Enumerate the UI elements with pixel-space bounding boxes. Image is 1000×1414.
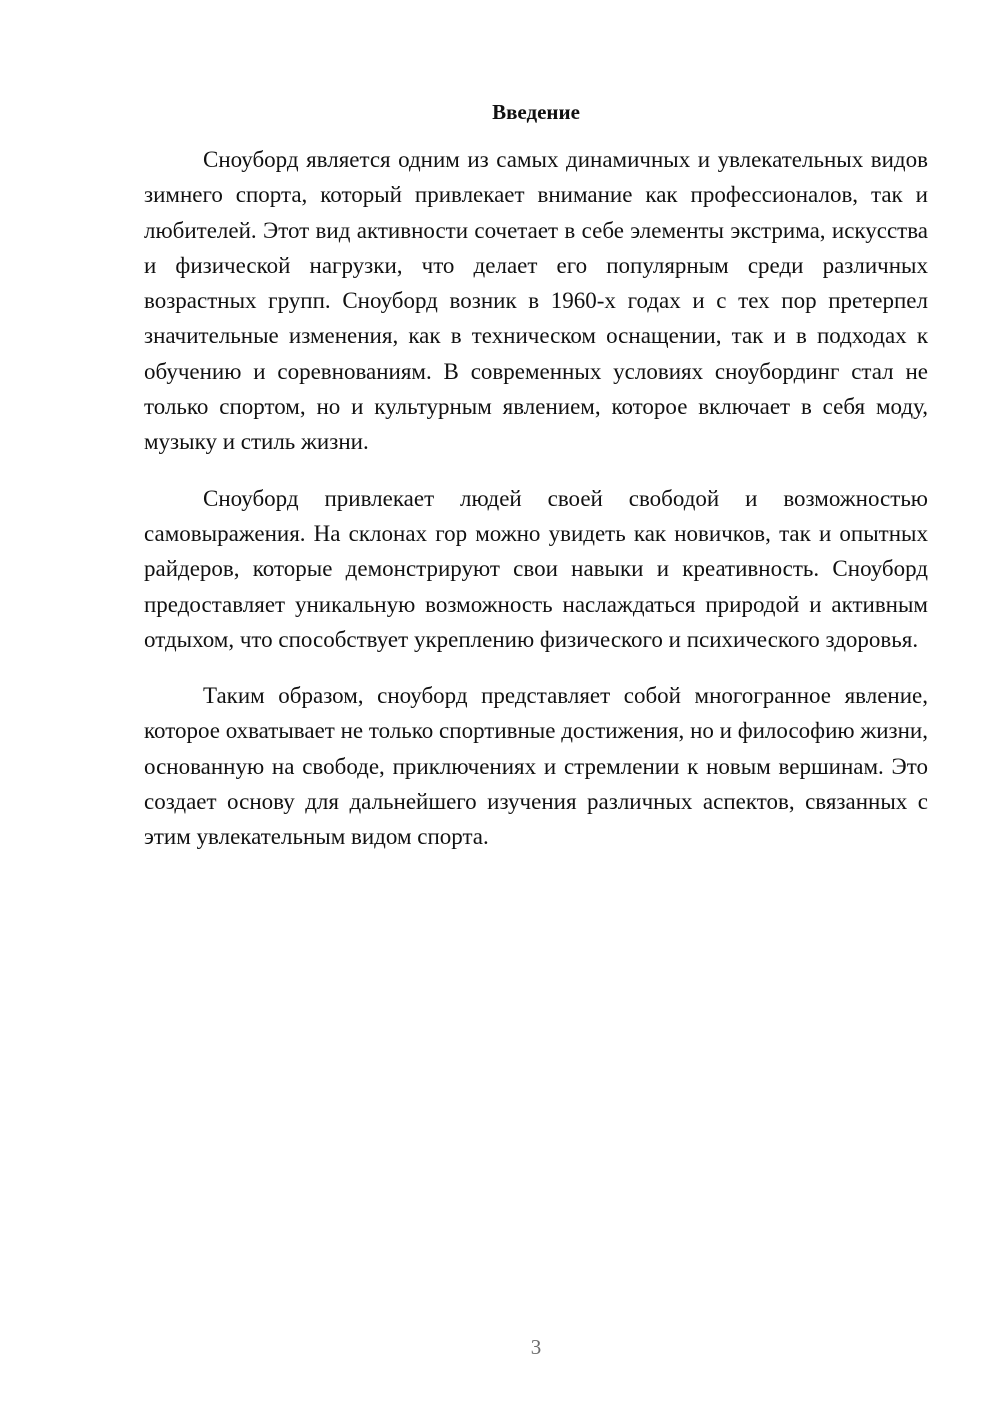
paragraph-3: Таким образом, сноуборд представляет собой многогранное явление, которое охватывает не только спортивные достижения, но и философию жизни, основанную на свободе, приключениях и стремлении к новым вершинам. Это создает основу для дальнейшего изучения различных аспектов, связанных с этим увлекательным видом спорта. bbox=[144, 683, 928, 850]
page-number: 3 bbox=[530, 1335, 542, 1359]
section-title: Введение bbox=[492, 100, 580, 124]
paragraph-1: Сноуборд является одним из самых динамичных и увлекательных видов зимнего спорта, который привлекает внимание как профессионалов, так и любителей. Этот вид активности сочетает в себе элементы экстрима, искусства и физической нагрузки, что делает его популярным среди различных возрастных групп. Сноуборд возник в 1960-х годах и с тех пор претерпел значительные изменения, как в техническом оснащении, так и в подходах к обучению и соревнованиям. В современных условиях сноубординг стал не только спортом, но и культурным явлением, которое включает в себя моду, музыку и стиль жизни. bbox=[144, 147, 928, 455]
document-body bbox=[144, 142, 928, 876]
paragraph-2: Сноуборд привлекает людей своей свободой и возможностью самовыражения. На склонах гор можно увидеть как новичков, так и опытных райдеров, которые демонстрируют свои навыки и креативность. Сноуборд предоставляет уникальную возможность наслаждаться природой и активным отдыхом, что способствует укреплению физического и психического здоровья. bbox=[144, 485, 928, 652]
